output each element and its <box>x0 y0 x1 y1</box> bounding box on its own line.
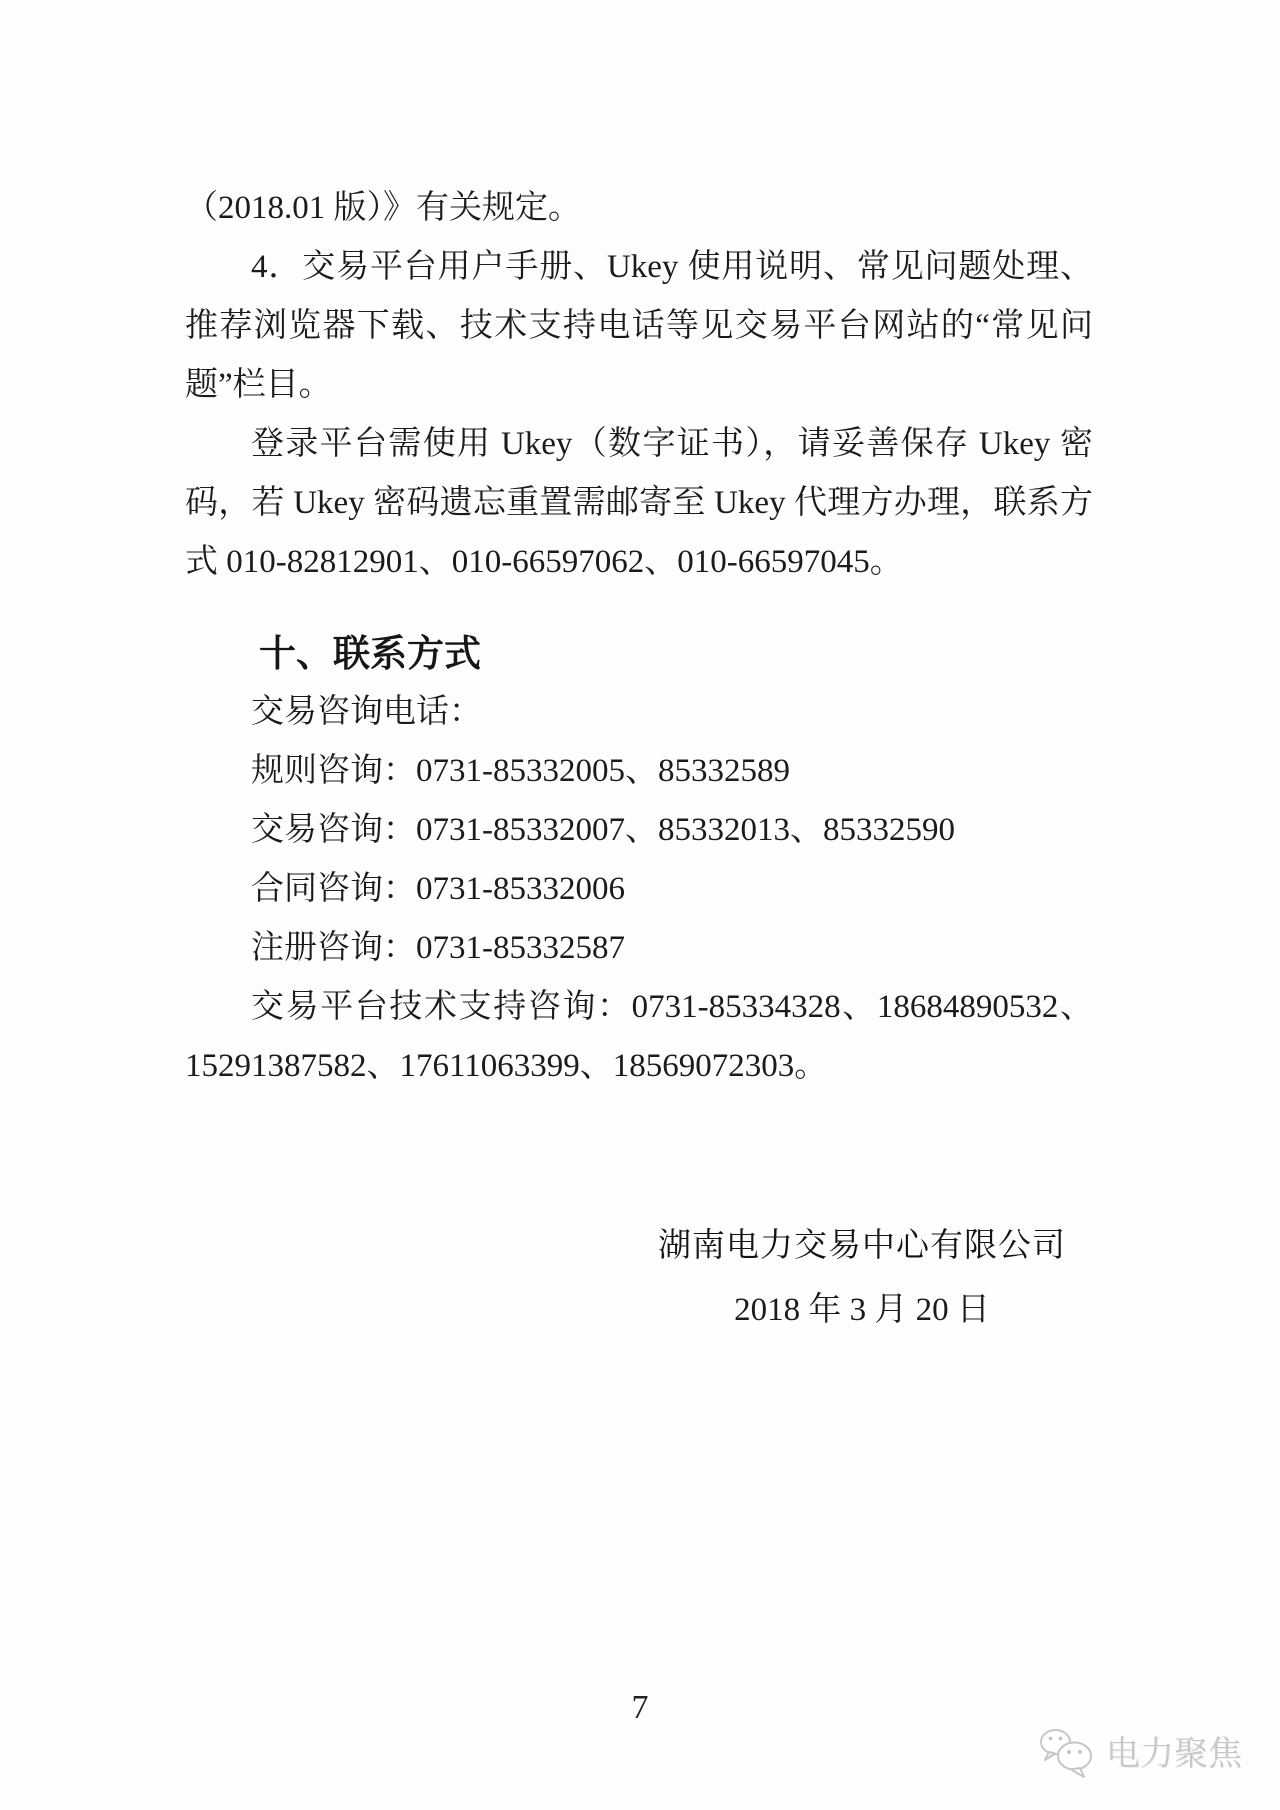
wechat-icon <box>1039 1728 1093 1780</box>
contact-line-rules: 规则咨询：0731-85332005、85332589 <box>251 753 790 789</box>
contact-line-registration: 注册咨询：0731-85332587 <box>251 930 625 966</box>
paragraph-regulation-tail: （2018.01 版）》有关规定。 <box>185 190 581 226</box>
contact-line-contract: 合同咨询：0731-85332006 <box>251 871 625 907</box>
page-number: 7 <box>631 1689 649 1726</box>
publisher-watermark <box>1039 1728 1242 1780</box>
contact-line-phone-intro: 交易咨询电话： <box>251 694 482 730</box>
signature-block <box>657 1214 1067 1342</box>
paragraph-item4: 4．交易平台用户手册、Ukey 使用说明、常见问题处理、推荐浏览器下载、技术支持电话等见交易平台网站的“常见问题”栏目。 <box>185 249 1093 403</box>
watermark-label: 电力聚焦 <box>1106 1735 1242 1773</box>
section-heading-contact: 十、联系方式 <box>259 633 481 674</box>
signature-date: 2018 年 3 月 20 日 <box>734 1292 990 1328</box>
paragraph-ukey-notice: 登录平台需使用 Ukey（数字证书），请妥善保存 Ukey 密码，若 Ukey 密码遗忘重置需邮寄至 Ukey 代理方办理，联系方式 010-82812901、010-66597062、010-66597045。 <box>185 426 1093 580</box>
paragraph-tech-support: 交易平台技术支持咨询：0731-85334328、18684890532、15291387582、17611063399、18569072303。 <box>185 989 1093 1084</box>
contact-line-trading: 交易咨询：0731-85332007、85332013、85332590 <box>251 812 955 848</box>
document-body <box>185 179 1093 1342</box>
signature-company: 湖南电力交易中心有限公司 <box>658 1228 1066 1264</box>
